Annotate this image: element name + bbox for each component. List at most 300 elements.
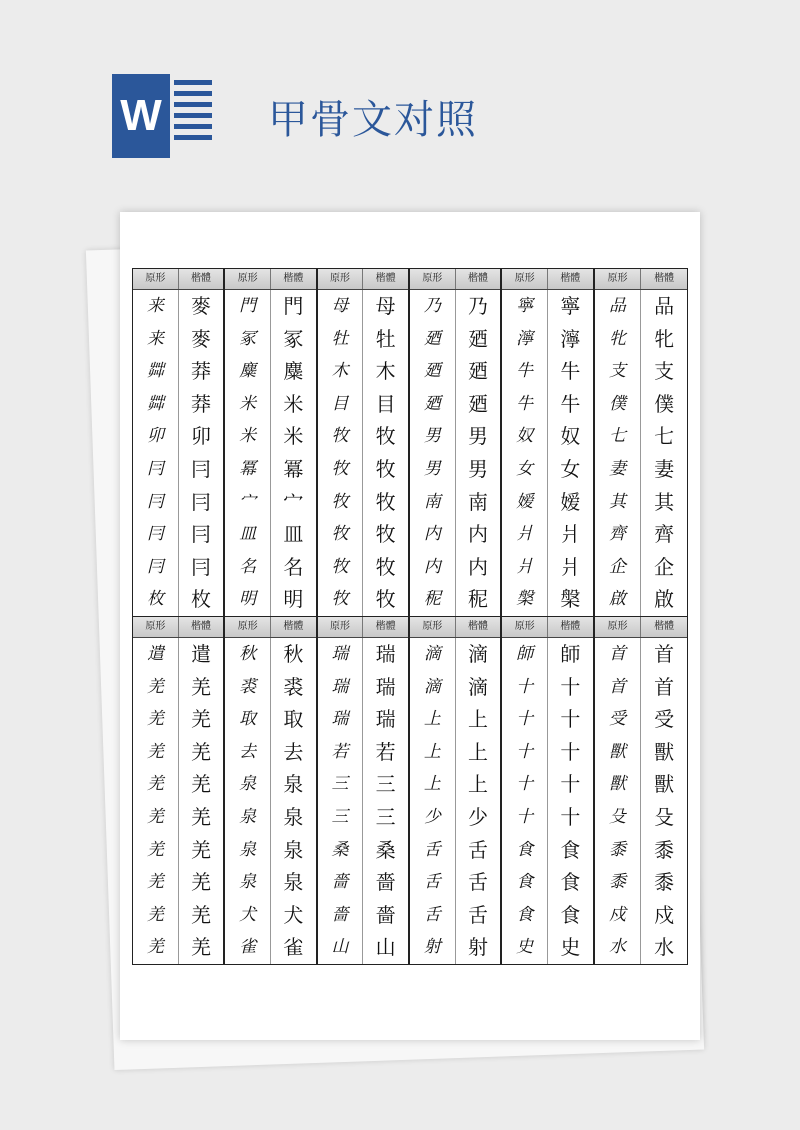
table-column-group xyxy=(502,269,594,616)
table-column-group xyxy=(133,617,225,964)
table-row xyxy=(225,518,315,551)
regular-script-cell: 牛 xyxy=(560,359,581,384)
oracle-glyph-cell: 羌 xyxy=(133,834,179,867)
regular-script-cell: 莽 xyxy=(191,359,211,384)
table-column-group xyxy=(502,617,594,964)
regular-script-cell: 十 xyxy=(560,674,581,699)
regular-script-cell: 雀 xyxy=(283,935,304,960)
table-row xyxy=(410,388,500,421)
table-row xyxy=(410,551,500,584)
oracle-glyph-cell: 濘 xyxy=(502,323,548,356)
oracle-glyph-cell: 牧 xyxy=(318,518,364,551)
regular-script-cell: 妻 xyxy=(654,456,675,481)
regular-script-cell: 麥 xyxy=(191,294,211,318)
table-row xyxy=(133,834,223,867)
oracle-glyph-cell: 米 xyxy=(225,420,271,453)
table-row xyxy=(410,671,500,704)
column-header xyxy=(133,617,223,638)
column-header xyxy=(502,617,592,638)
oracle-glyph-cell: 食 xyxy=(502,899,548,932)
regular-script-cell: 牧 xyxy=(375,424,396,449)
header-original-form: 原形 xyxy=(225,269,271,289)
oracle-bone-comparison-table xyxy=(132,268,688,965)
table-row xyxy=(595,866,687,899)
regular-script-cell: 三 xyxy=(375,804,396,829)
regular-script-cell: 受 xyxy=(654,707,675,732)
regular-script-cell: 男 xyxy=(467,456,488,481)
oracle-glyph-cell: 牝 xyxy=(595,323,642,356)
oracle-glyph-cell: 宀 xyxy=(225,486,271,519)
table-row xyxy=(318,834,408,867)
oracle-glyph-cell: 食 xyxy=(502,866,548,899)
oracle-glyph-cell: 首 xyxy=(595,638,642,671)
column-header xyxy=(595,617,687,638)
regular-script-cell: 冢 xyxy=(283,326,304,351)
table-row xyxy=(502,486,592,519)
oracle-glyph-cell: 秋 xyxy=(225,638,271,671)
oracle-glyph-cell: 滴 xyxy=(410,638,456,671)
header xyxy=(0,0,800,200)
oracle-glyph-cell: 品 xyxy=(595,290,642,323)
oracle-glyph-cell: 母 xyxy=(318,290,364,323)
regular-script-cell: 牧 xyxy=(375,522,396,547)
regular-script-cell: 舌 xyxy=(467,837,488,862)
regular-script-cell: 殳 xyxy=(654,804,675,829)
table-row xyxy=(410,736,500,769)
regular-script-cell: 奴 xyxy=(560,424,581,449)
regular-script-cell: 女 xyxy=(560,456,581,481)
oracle-glyph-cell: 三 xyxy=(318,768,364,801)
oracle-glyph-cell: 羌 xyxy=(133,931,179,964)
regular-script-cell: 羌 xyxy=(191,870,211,895)
regular-script-cell: 爿 xyxy=(560,522,581,547)
regular-script-cell: 目 xyxy=(375,391,396,416)
table-row xyxy=(595,801,687,834)
oracle-glyph-cell: 上 xyxy=(410,768,456,801)
oracle-glyph-cell: 羌 xyxy=(133,899,179,932)
header-original-form: 原形 xyxy=(595,269,642,289)
table-row xyxy=(225,388,315,421)
regular-script-cell: 名 xyxy=(283,554,304,579)
oracle-glyph-cell: 牛 xyxy=(502,355,548,388)
oracle-glyph-cell: 木 xyxy=(318,355,364,388)
oracle-glyph-cell: 皿 xyxy=(225,518,271,551)
table-row xyxy=(133,355,223,388)
regular-script-cell: 木 xyxy=(375,359,396,384)
header-original-form: 原形 xyxy=(225,617,271,637)
regular-script-cell: 冃 xyxy=(191,456,211,481)
regular-script-cell: 取 xyxy=(283,707,304,732)
table-row xyxy=(502,866,592,899)
table-column-group xyxy=(595,617,687,964)
header-regular-script: 楷體 xyxy=(467,273,488,284)
oracle-glyph-cell: 獸 xyxy=(595,736,642,769)
regular-script-cell: 皿 xyxy=(283,522,304,547)
table-row xyxy=(410,518,500,551)
table-row xyxy=(502,899,592,932)
table-row xyxy=(410,899,500,932)
oracle-glyph-cell: 羌 xyxy=(133,801,179,834)
oracle-glyph-cell: 少 xyxy=(410,801,456,834)
table-column-group xyxy=(225,617,317,964)
regular-script-cell: 瑞 xyxy=(375,641,396,666)
oracle-glyph-cell: 牡 xyxy=(318,323,364,356)
oracle-glyph-cell: 水 xyxy=(595,931,642,964)
table-row xyxy=(595,834,687,867)
regular-script-cell: 舌 xyxy=(467,870,488,895)
oracle-glyph-cell: 門 xyxy=(225,290,271,323)
table-row xyxy=(595,703,687,736)
regular-script-cell: 十 xyxy=(560,772,581,797)
oracle-glyph-cell: 嗇 xyxy=(318,899,364,932)
oracle-glyph-cell: 冃 xyxy=(133,551,179,584)
regular-script-cell: 三 xyxy=(375,772,396,797)
header-original-form: 原形 xyxy=(595,617,642,637)
oracle-glyph-cell: 女 xyxy=(502,453,548,486)
regular-script-cell: 爿 xyxy=(560,554,581,579)
regular-script-cell: 莽 xyxy=(191,391,211,416)
regular-script-cell: 師 xyxy=(560,641,581,666)
word-logo-letter: W xyxy=(112,74,170,158)
regular-script-cell: 上 xyxy=(467,707,488,732)
table-row xyxy=(595,736,687,769)
regular-script-cell: 獸 xyxy=(654,739,675,764)
oracle-glyph-cell: 牛 xyxy=(502,388,548,421)
header-original-form: 原形 xyxy=(133,269,179,289)
oracle-glyph-cell: 黍 xyxy=(595,866,642,899)
oracle-glyph-cell: 冢 xyxy=(225,323,271,356)
oracle-glyph-cell: 射 xyxy=(410,931,456,964)
oracle-glyph-cell: 目 xyxy=(318,388,364,421)
table-row xyxy=(502,931,592,964)
regular-script-cell: 宀 xyxy=(283,489,304,514)
oracle-glyph-cell: 十 xyxy=(502,703,548,736)
table-row xyxy=(502,420,592,453)
table-row xyxy=(410,420,500,453)
table-row xyxy=(133,866,223,899)
column-header xyxy=(595,269,687,290)
oracle-glyph-cell: 泉 xyxy=(225,801,271,834)
table-row xyxy=(595,453,687,486)
table-row xyxy=(133,583,223,616)
oracle-glyph-cell: 瑞 xyxy=(318,638,364,671)
regular-script-cell: 牧 xyxy=(375,489,396,514)
oracle-glyph-cell: 男 xyxy=(410,453,456,486)
header-original-form: 原形 xyxy=(133,617,179,637)
oracle-glyph-cell: 来 xyxy=(133,323,179,356)
table-row xyxy=(410,703,500,736)
table-row xyxy=(410,583,500,616)
regular-script-cell: 牡 xyxy=(375,326,396,351)
regular-script-cell: 若 xyxy=(375,739,396,764)
regular-script-cell: 十 xyxy=(560,804,581,829)
table-row xyxy=(225,290,315,323)
table-block xyxy=(132,268,688,617)
header-original-form: 原形 xyxy=(502,617,548,637)
table-row xyxy=(133,899,223,932)
oracle-glyph-cell: 牧 xyxy=(318,420,364,453)
header-regular-script: 楷體 xyxy=(654,273,675,284)
table-row xyxy=(318,736,408,769)
oracle-glyph-cell: 牧 xyxy=(318,551,364,584)
oracle-glyph-cell: 爿 xyxy=(502,551,548,584)
table-row xyxy=(318,518,408,551)
table-row xyxy=(318,768,408,801)
column-header xyxy=(225,617,315,638)
oracle-glyph-cell: 滴 xyxy=(410,671,456,704)
oracle-glyph-cell: 茻 xyxy=(133,388,179,421)
table-row xyxy=(410,453,500,486)
oracle-glyph-cell: 若 xyxy=(318,736,364,769)
oracle-glyph-cell: 十 xyxy=(502,768,548,801)
regular-script-cell: 廼 xyxy=(467,359,488,384)
oracle-glyph-cell: 冪 xyxy=(225,453,271,486)
oracle-glyph-cell: 乃 xyxy=(410,290,456,323)
oracle-glyph-cell: 受 xyxy=(595,703,642,736)
regular-script-cell: 嫒 xyxy=(560,489,581,514)
oracle-glyph-cell: 嫒 xyxy=(502,486,548,519)
table-row xyxy=(410,931,500,964)
oracle-glyph-cell: 枚 xyxy=(133,583,179,616)
table-row xyxy=(318,290,408,323)
oracle-glyph-cell: 冃 xyxy=(133,518,179,551)
table-row xyxy=(318,453,408,486)
regular-script-cell: 羌 xyxy=(191,772,211,797)
table-row xyxy=(502,388,592,421)
table-block xyxy=(132,617,688,965)
table-row xyxy=(502,355,592,388)
oracle-glyph-cell: 泉 xyxy=(225,834,271,867)
table-row xyxy=(502,551,592,584)
table-row xyxy=(318,638,408,671)
regular-script-cell: 七 xyxy=(654,424,675,449)
oracle-glyph-cell: 僕 xyxy=(595,388,642,421)
regular-script-cell: 上 xyxy=(467,772,488,797)
regular-script-cell: 食 xyxy=(560,837,581,862)
regular-script-cell: 滴 xyxy=(467,674,488,699)
table-row xyxy=(225,323,315,356)
table-row xyxy=(595,355,687,388)
regular-script-cell: 秜 xyxy=(467,587,488,612)
table-row xyxy=(595,486,687,519)
table-row xyxy=(410,638,500,671)
oracle-glyph-cell: 犬 xyxy=(225,899,271,932)
oracle-glyph-cell: 遣 xyxy=(133,638,179,671)
table-row xyxy=(595,323,687,356)
column-header xyxy=(502,269,592,290)
table-row xyxy=(225,736,315,769)
oracle-glyph-cell: 山 xyxy=(318,931,364,964)
oracle-glyph-cell: 瑞 xyxy=(318,703,364,736)
table-column-group xyxy=(133,269,225,616)
regular-script-cell: 齊 xyxy=(654,522,675,547)
table-column-group xyxy=(318,269,410,616)
regular-script-cell: 水 xyxy=(654,935,675,960)
table-row xyxy=(595,638,687,671)
table-row xyxy=(502,323,592,356)
table-row xyxy=(133,388,223,421)
oracle-glyph-cell: 啟 xyxy=(595,583,642,616)
regular-script-cell: 其 xyxy=(654,489,675,514)
oracle-glyph-cell: 廼 xyxy=(410,355,456,388)
oracle-glyph-cell: 男 xyxy=(410,420,456,453)
regular-script-cell: 啟 xyxy=(654,587,675,612)
regular-script-cell: 羌 xyxy=(191,804,211,829)
regular-script-cell: 麥 xyxy=(191,326,211,351)
regular-script-cell: 冃 xyxy=(191,489,211,514)
table-row xyxy=(225,931,315,964)
oracle-glyph-cell: 裘 xyxy=(225,671,271,704)
oracle-glyph-cell: 其 xyxy=(595,486,642,519)
table-row xyxy=(225,703,315,736)
table-row xyxy=(318,703,408,736)
table-row xyxy=(318,420,408,453)
table-row xyxy=(502,736,592,769)
table-row xyxy=(133,453,223,486)
header-original-form: 原形 xyxy=(410,617,456,637)
table-row xyxy=(595,551,687,584)
table-row xyxy=(133,671,223,704)
header-regular-script: 楷體 xyxy=(283,620,304,632)
oracle-glyph-cell: 取 xyxy=(225,703,271,736)
table-row xyxy=(318,323,408,356)
regular-script-cell: 上 xyxy=(467,739,488,764)
regular-script-cell: 枚 xyxy=(191,587,211,612)
table-row xyxy=(410,355,500,388)
regular-script-cell: 羌 xyxy=(191,674,211,699)
oracle-glyph-cell: 牧 xyxy=(318,486,364,519)
regular-script-cell: 少 xyxy=(467,804,488,829)
column-header xyxy=(318,269,408,290)
header-original-form: 原形 xyxy=(502,269,548,289)
header-regular-script: 楷體 xyxy=(467,620,488,632)
oracle-glyph-cell: 史 xyxy=(502,931,548,964)
regular-script-cell: 戍 xyxy=(654,902,675,927)
oracle-glyph-cell: 支 xyxy=(595,355,642,388)
table-row xyxy=(502,638,592,671)
word-logo-lines xyxy=(174,80,212,152)
oracle-glyph-cell: 舌 xyxy=(410,834,456,867)
table-row xyxy=(318,671,408,704)
regular-script-cell: 母 xyxy=(375,294,396,318)
table-row xyxy=(502,768,592,801)
regular-script-cell: 米 xyxy=(283,391,304,416)
table-row xyxy=(225,355,315,388)
oracle-glyph-cell: 首 xyxy=(595,671,642,704)
regular-script-cell: 泉 xyxy=(283,804,304,829)
oracle-glyph-cell: 麋 xyxy=(225,355,271,388)
table-row xyxy=(133,323,223,356)
table-row xyxy=(133,736,223,769)
oracle-glyph-cell: 茻 xyxy=(133,355,179,388)
regular-script-cell: 食 xyxy=(560,902,581,927)
regular-script-cell: 瑞 xyxy=(375,674,396,699)
table-row xyxy=(595,931,687,964)
header-original-form: 原形 xyxy=(318,617,364,637)
regular-script-cell: 男 xyxy=(467,424,488,449)
table-column-group xyxy=(410,269,502,616)
table-column-group xyxy=(225,269,317,616)
table-row xyxy=(318,388,408,421)
header-original-form: 原形 xyxy=(318,269,364,289)
regular-script-cell: 寧 xyxy=(560,294,581,318)
oracle-glyph-cell: 米 xyxy=(225,388,271,421)
regular-script-cell: 乃 xyxy=(467,294,488,318)
column-header xyxy=(410,269,500,290)
regular-script-cell: 廼 xyxy=(467,391,488,416)
regular-script-cell: 廼 xyxy=(467,326,488,351)
table-row xyxy=(133,801,223,834)
table-row xyxy=(318,551,408,584)
table-row xyxy=(225,801,315,834)
table-row xyxy=(502,703,592,736)
table-row xyxy=(318,583,408,616)
table-row xyxy=(225,671,315,704)
regular-script-cell: 冃 xyxy=(191,522,211,547)
table-row xyxy=(595,583,687,616)
oracle-glyph-cell: 七 xyxy=(595,420,642,453)
table-row xyxy=(318,486,408,519)
regular-script-cell: 食 xyxy=(560,870,581,895)
oracle-glyph-cell: 奴 xyxy=(502,420,548,453)
table-row xyxy=(225,834,315,867)
column-header xyxy=(133,269,223,290)
oracle-glyph-cell: 冃 xyxy=(133,453,179,486)
table-row xyxy=(133,551,223,584)
regular-script-cell: 羌 xyxy=(191,902,211,927)
regular-script-cell: 支 xyxy=(654,359,675,384)
regular-script-cell: 牧 xyxy=(375,554,396,579)
oracle-glyph-cell: 南 xyxy=(410,486,456,519)
oracle-glyph-cell: 槃 xyxy=(502,583,548,616)
table-row xyxy=(225,638,315,671)
table-row xyxy=(225,420,315,453)
oracle-glyph-cell: 獸 xyxy=(595,768,642,801)
regular-script-cell: 品 xyxy=(654,294,675,318)
table-row xyxy=(595,388,687,421)
regular-script-cell: 槃 xyxy=(560,587,581,612)
table-row xyxy=(133,638,223,671)
oracle-glyph-cell: 牧 xyxy=(318,583,364,616)
table-row xyxy=(318,801,408,834)
regular-script-cell: 牧 xyxy=(375,587,396,612)
table-row xyxy=(318,866,408,899)
table-row xyxy=(318,899,408,932)
table-row xyxy=(595,899,687,932)
table-row xyxy=(502,583,592,616)
regular-script-cell: 企 xyxy=(654,554,675,579)
oracle-glyph-cell: 去 xyxy=(225,736,271,769)
oracle-glyph-cell: 食 xyxy=(502,834,548,867)
oracle-glyph-cell: 雀 xyxy=(225,931,271,964)
oracle-glyph-cell: 明 xyxy=(225,583,271,616)
regular-script-cell: 首 xyxy=(654,674,675,699)
oracle-glyph-cell: 師 xyxy=(502,638,548,671)
header-regular-script: 楷體 xyxy=(560,620,581,632)
oracle-glyph-cell: 内 xyxy=(410,551,456,584)
table-row xyxy=(595,518,687,551)
table-row xyxy=(225,453,315,486)
regular-script-cell: 明 xyxy=(283,587,304,612)
regular-script-cell: 濘 xyxy=(560,326,581,351)
document-page xyxy=(120,212,700,1040)
oracle-glyph-cell: 来 xyxy=(133,290,179,323)
table-row xyxy=(225,486,315,519)
regular-script-cell: 牧 xyxy=(375,456,396,481)
table-row xyxy=(502,671,592,704)
regular-script-cell: 黍 xyxy=(654,870,675,895)
oracle-glyph-cell: 泉 xyxy=(225,866,271,899)
